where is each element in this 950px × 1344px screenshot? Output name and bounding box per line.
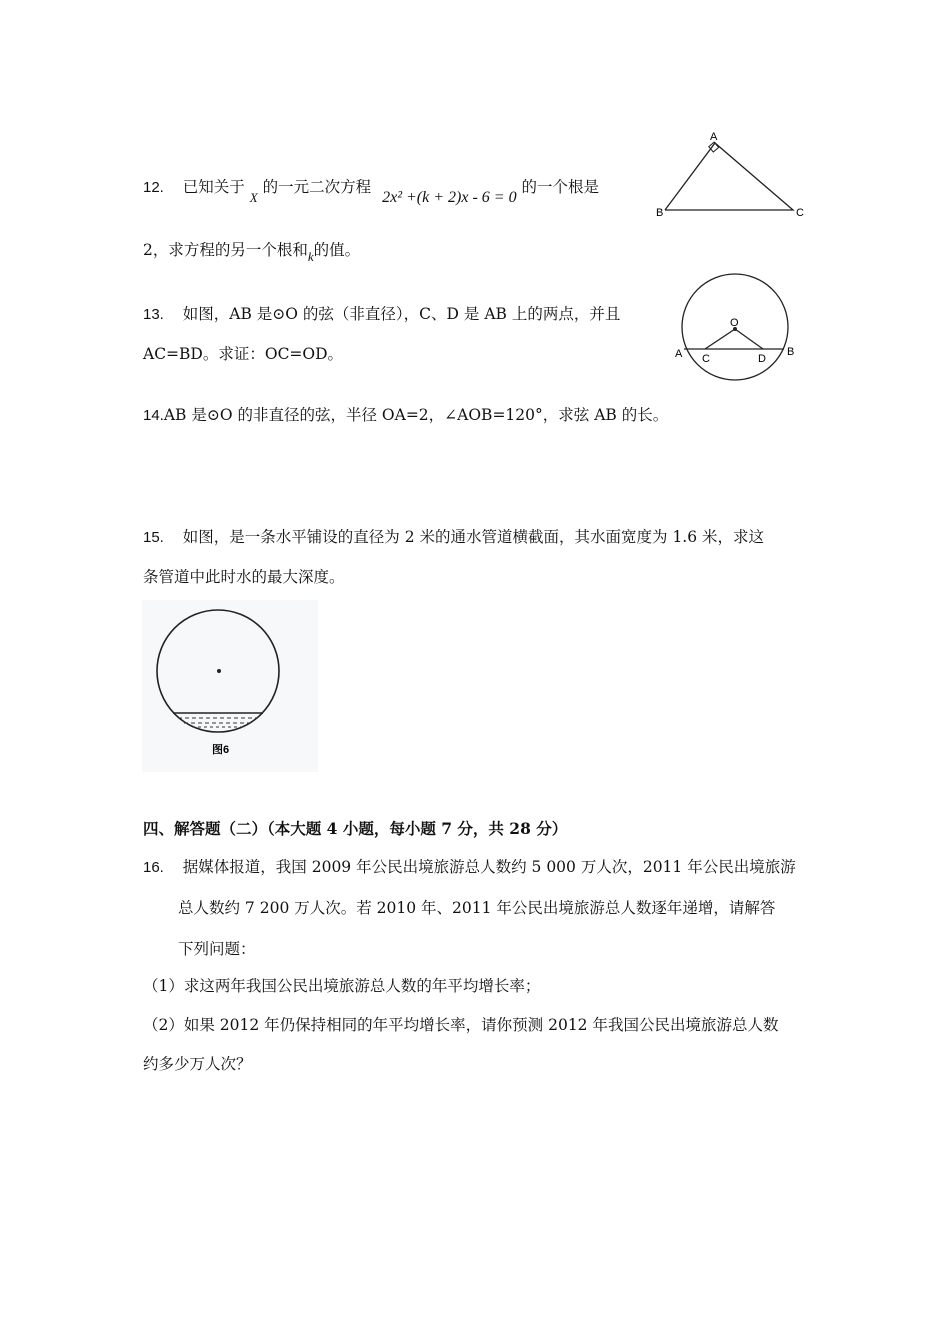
q13-label-d: D xyxy=(758,353,766,365)
q15-text-line1: 如图，是一条水平铺设的直径为 2 米的通水管道横截面，其水面宽度为 1.6 米，求这 xyxy=(182,528,765,546)
q12-label-b: B xyxy=(656,207,664,219)
q13-label-a: A xyxy=(675,348,683,360)
q16-sub1 xyxy=(143,975,540,997)
q12-line2-b: 的值。 xyxy=(313,241,361,259)
q12-text-c: 的一个根是 xyxy=(521,178,600,196)
q13-label-b: B xyxy=(787,346,795,358)
q12-label-a: A xyxy=(710,131,718,143)
q16-text-line3: 下列问题： xyxy=(178,940,256,958)
q16-line2 xyxy=(178,897,775,919)
q12-equation: 2x² +(k + 2)x - 6 = 0 xyxy=(382,189,517,206)
section4-heading-text: 四、解答题（二）（本大题 4 小题，每小题 7 分，共 28 分） xyxy=(143,819,568,838)
q12-var-x: X xyxy=(249,190,258,205)
q12-label-c: C xyxy=(796,207,804,219)
q16-text-line1: 据媒体报道，我国 2009 年公民出境旅游总人数约 5 000 万人次，2011 年公民出境旅游 xyxy=(182,858,796,876)
q13-line1 xyxy=(143,303,620,326)
q16-sub2-cont-text: 约多少万人次？ xyxy=(143,1055,252,1073)
q12-triangle-figure xyxy=(655,128,815,223)
q16-sub2-cont xyxy=(143,1053,252,1075)
q15-pipe-figure xyxy=(142,600,318,772)
q16-text-line2: 总人数约 7 200 万人次。若 2010 年、2011 年公民出境旅游总人数逐年递增，请解答 xyxy=(178,899,776,917)
q12-text-a: 已知关于 xyxy=(182,178,245,196)
q16-line3 xyxy=(178,938,256,960)
q12-var-k: k xyxy=(307,249,314,264)
q14-number: 14. xyxy=(143,407,164,424)
q14-line xyxy=(143,404,668,427)
q13-number: 13. xyxy=(143,306,164,323)
q13-circle-figure xyxy=(672,272,812,392)
q12-line1 xyxy=(143,176,600,206)
q16-line1 xyxy=(143,856,796,879)
q16-sub2 xyxy=(143,1014,778,1036)
q15-number: 15. xyxy=(143,529,164,546)
q16-sub2-text: （2）如果 2012 年仍保持相同的年平均增长率，请你预测 2012 年我国公民出境旅游总人数 xyxy=(143,1016,779,1034)
q16-sub1-text: （1）求这两年我国公民出境旅游总人数的年平均增长率； xyxy=(143,977,541,995)
q13-text-line1: 如图，AB 是⊙O 的弦（非直径），C、D 是 AB 上的两点，并且 xyxy=(182,305,621,323)
q15-figure-caption: 图6 xyxy=(212,744,230,756)
q15-text-line2: 条管道中此时水的最大深度。 xyxy=(143,568,345,586)
q13-line2 xyxy=(143,343,343,365)
q13-label-c: C xyxy=(702,353,710,365)
q12-line2 xyxy=(143,239,360,262)
section4-heading xyxy=(143,818,567,840)
q12-number: 12. xyxy=(143,179,164,196)
q12-text-b: 的一元二次方程 xyxy=(262,178,372,196)
q15-line1 xyxy=(143,526,764,549)
q13-label-o: O xyxy=(730,317,739,329)
q14-text: AB 是⊙O 的非直径的弦，半径 OA=2，∠AOB=120°，求弦 AB 的长。 xyxy=(163,406,669,424)
q13-text-line2: AC=BD。求证：OC=OD。 xyxy=(143,345,344,363)
q16-number: 16. xyxy=(143,859,164,876)
q12-line2-a: 2，求方程的另一个根和 xyxy=(143,241,308,259)
q15-line2 xyxy=(143,566,345,588)
